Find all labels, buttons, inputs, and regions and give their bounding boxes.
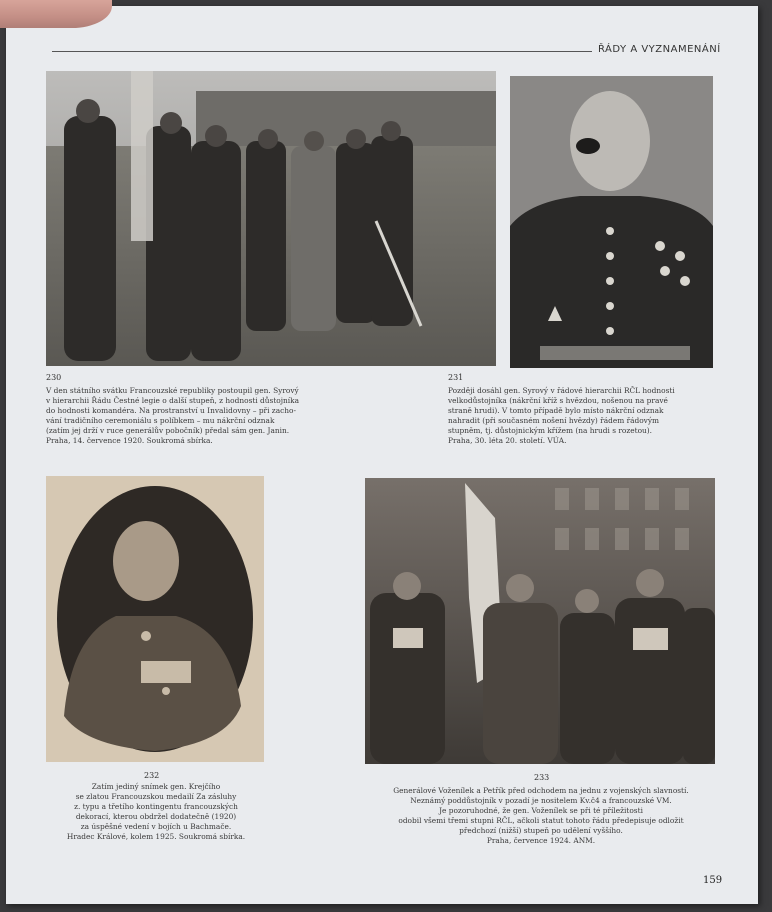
figure-number-232: 232: [144, 771, 160, 780]
book-page: [6, 6, 758, 904]
caption-line: v hierarchii Řádu Čestné legie o další stupeň, z hodnosti důstojníka: [46, 396, 300, 405]
running-header: ŘÁDY A VYZNAMENÁNÍ: [598, 44, 721, 55]
caption-line: dekorací, kterou obdržel dodatečně (1920): [75, 812, 237, 821]
thumb-finger: [0, 0, 112, 28]
caption-line: Neznámý poddůstojník v pozadí je nositelem Kv.č4 a francouzské VM.: [410, 796, 672, 805]
caption-line: Později dosáhl gen. Syrový v řádové hierarchii RČL hodnosti: [448, 386, 675, 395]
caption-line: za úspěšné vedení v bojích u Bachmače.: [80, 822, 232, 831]
caption-line: do hodnosti komandéra. Na prostranství u Invalidovny – při zacho-: [46, 406, 296, 415]
figure-number-230: 230: [46, 373, 62, 382]
caption-line: V den státního svátku Francouzské republiky postoupil gen. Syrový: [46, 386, 299, 395]
caption-line: Je pozoruhodné, že gen. Voženílek se při té příležitosti: [439, 806, 643, 815]
caption-line: z. typu a třetího kontingentu francouzských: [74, 802, 238, 811]
caption-line: nahradit (při současném nošení hvězdy) řádem řádovým: [448, 416, 660, 425]
caption-line: stupněm, tj. důstojnickým křížem (na hrudi s rozetou).: [448, 426, 653, 435]
caption-line: Praha, července 1924. ANM.: [486, 836, 596, 845]
photo-232-oval-portrait: [46, 476, 264, 762]
figure-number-233: 233: [534, 773, 550, 782]
header-rule: [52, 51, 592, 52]
caption-line: Generálové Voženílek a Petřík před odchodem na jednu z vojenských slavností.: [393, 786, 689, 795]
caption-line: se zlatou Francouzskou medailí Za zásluhy: [75, 792, 237, 801]
caption-line: straně hrudi). V tomto případě bylo místo nákrční odznak: [448, 406, 664, 415]
caption-233: [356, 786, 726, 846]
caption-line: velkodůstojníka (nákrční kříž s hvězdou, nošenou na pravé: [448, 396, 668, 405]
caption-232: [36, 782, 276, 842]
caption-line: odobil všemi třemi stupni RČL, ačkoli statut tohoto řádu předepisuje odložit: [398, 816, 684, 825]
caption-231: [448, 386, 718, 446]
caption-line: Praha, 14. července 1920. Soukromá sbírka.: [46, 436, 213, 445]
page-number: 159: [703, 875, 723, 886]
caption-230: [46, 386, 366, 446]
caption-line: Zatím jediný snímek gen. Krejčího: [91, 782, 221, 791]
caption-line: Praha, 30. léta 20. století. VÚA.: [448, 436, 567, 445]
photo-233-generals: [365, 478, 715, 764]
caption-line: Hradec Králové, kolem 1925. Soukromá sbírka.: [66, 832, 246, 841]
caption-line: (zatím jej drží v ruce generálův pobočník) předal sám gen. Janin.: [46, 426, 290, 435]
photo-231-portrait: [510, 76, 713, 368]
caption-line: vání tradičního ceremoniálu s políbkem – mu nákrční odznak: [46, 416, 275, 425]
caption-line: předchozí (nižší) stupeň po udělení vyššího.: [459, 826, 623, 835]
figure-number-231: 231: [448, 373, 464, 382]
photo-230-ceremony: [46, 71, 496, 366]
